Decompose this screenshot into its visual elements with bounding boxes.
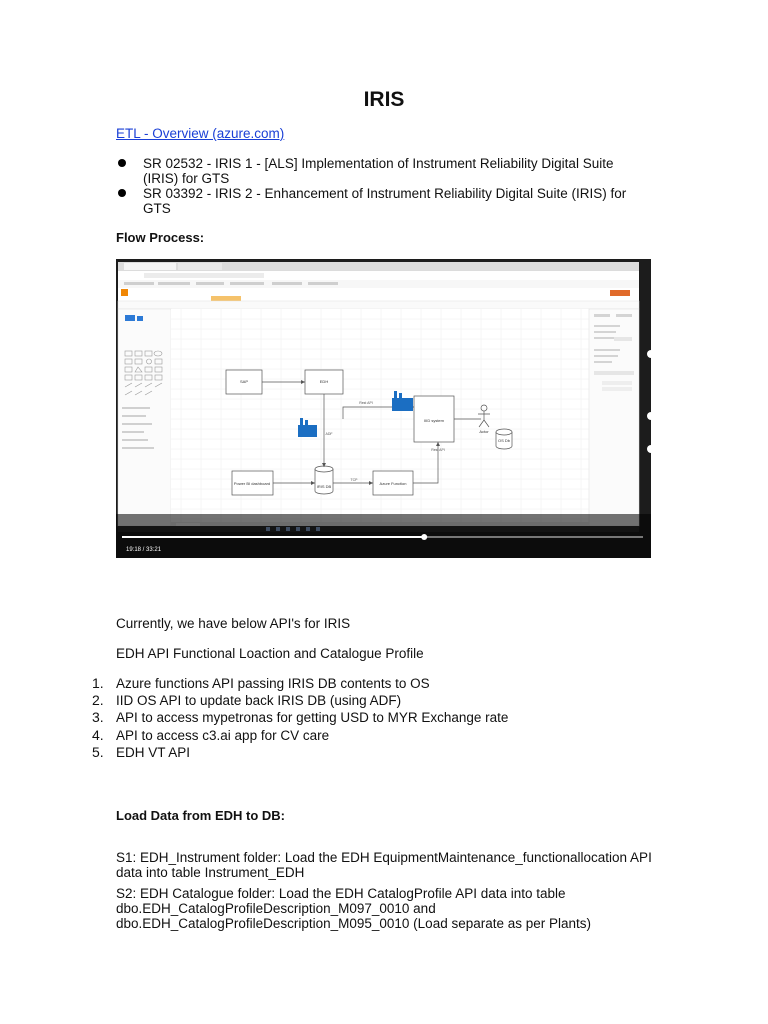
load-data-heading: Load Data from EDH to DB: [116, 808, 285, 823]
edge-label: Rest API [359, 401, 373, 405]
video-progress-handle [421, 534, 427, 540]
video-time: 19:18 / 33:21 [126, 547, 162, 553]
iris-db-label: IRIS DB [316, 484, 332, 489]
list-item: SR 03392 - IRIS 2 - Enhancement of Instrument Reliability Digital Suite (IRIS) for GTS [116, 186, 646, 216]
api-intro-text: Currently, we have below API's for IRIS [116, 616, 351, 631]
powerbi-label: Power BI dashboard [233, 481, 271, 486]
azure-fn-label: Azure Function [379, 481, 407, 486]
list-item: 1. Azure functions API passing IRIS DB contents to OS [92, 675, 430, 691]
step-s2-text: S2: EDH Catalogue folder: Load the EDH CatalogProfile API data into table dbo.EDH_CatalogProfileDescription_M097_0010 and dbo.EDH_CatalogProfileDescription_M095_0010 (Load separate as per Plants) [116, 886, 592, 931]
os-db-label: OS Db [497, 438, 511, 443]
edh-label: EDH [319, 379, 329, 384]
page-title: IRIS [363, 88, 405, 111]
list-item: 3. API to access mypetronas for getting USD to MYR Exchange rate [92, 709, 509, 726]
edge-label: TCP [350, 478, 358, 482]
list-item: 4. API to access c3.ai app for CV care [92, 726, 330, 743]
actor-label: Actor [479, 429, 489, 434]
video-progress-fill [122, 536, 424, 538]
sr-bullet-list [116, 156, 646, 216]
iris-db-node [315, 466, 333, 494]
edge-label: ADF [325, 432, 333, 436]
sap-label: SAP [239, 379, 249, 384]
step-s1-text: S1: EDH_Instrument folder: Load the EDH EquipmentMaintenance_functionallocation API data into table Instrument_EDH [116, 850, 652, 880]
flow-process-heading: Flow Process: [116, 230, 205, 245]
edge-label: Rest API [431, 448, 445, 452]
etl-overview-link[interactable]: ETL - Overview (azure.com) [116, 126, 285, 141]
api-numbered-list [92, 675, 508, 761]
list-item: 2. IID OS API to update back IRIS DB (using ADF) [92, 692, 402, 709]
list-item: SR 02532 - IRIS 1 - [ALS] Implementation of Instrument Reliability Digital Suite (IRIS) for GTS [116, 156, 646, 186]
flow-diagram-screenshot [116, 259, 651, 558]
iid-system-label: IIID system [423, 418, 445, 423]
diagram-editor-image [116, 259, 651, 558]
edh-api-text: EDH API Functional Loaction and Catalogue Profile [116, 646, 424, 661]
list-item: 5. EDH VT API [92, 743, 191, 760]
